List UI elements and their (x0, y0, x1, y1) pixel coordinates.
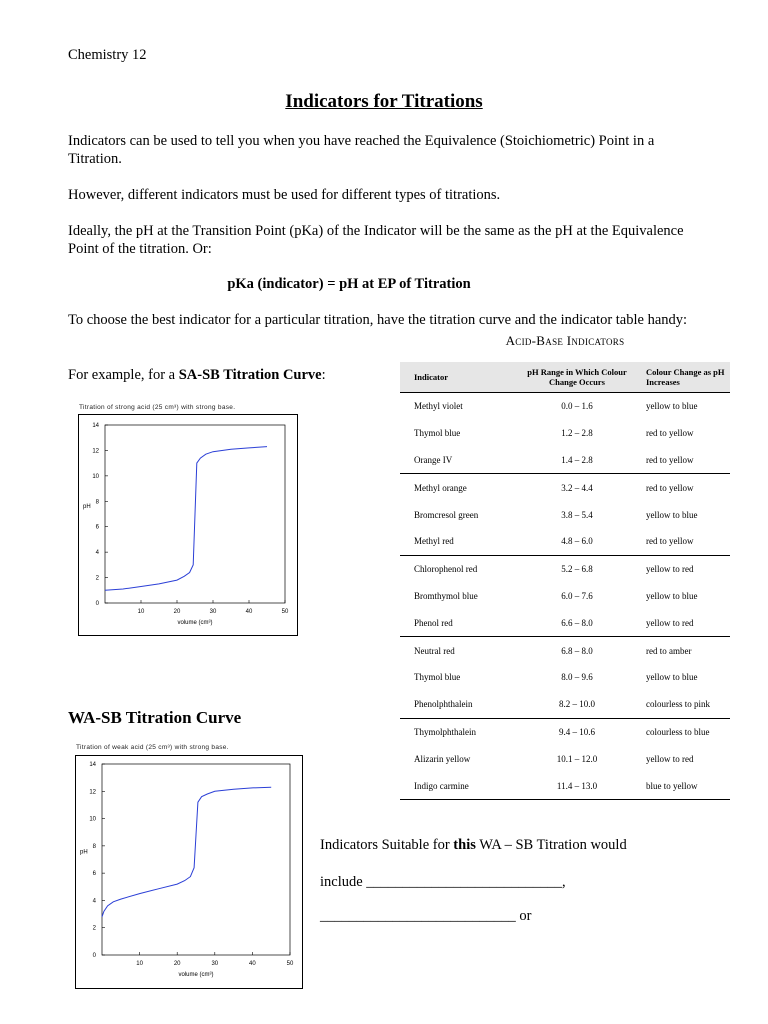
table-row (400, 528, 730, 555)
ph-range: 5.2 – 6.8 (518, 555, 636, 582)
ph-range: 10.1 – 12.0 (556, 753, 598, 764)
titration-curve (102, 787, 271, 917)
sa-sb-chart (78, 404, 298, 636)
x-axis-label: volume (cm³) (178, 972, 214, 978)
example-bold: SA-SB Titration Curve (178, 367, 322, 383)
y-axis-label: pH (80, 849, 88, 856)
x-tick-label: 40 (249, 961, 256, 967)
colour-change: yellow to blue (646, 401, 698, 412)
question-prefix: Indicators Suitable for (320, 837, 454, 853)
y-tick-label: 0 (92, 953, 96, 959)
intro-paragraph-1: Indicators can be used to tell you when you have reached the Equivalence (Stoichiometric) Point in a Titration. (68, 133, 655, 167)
colour-change: yellow to blue (646, 590, 698, 601)
table-row (400, 420, 730, 447)
indicator-name: Thymol blue (414, 672, 461, 683)
x-tick-label: 30 (211, 961, 219, 967)
chart-title: Titration of strong acid (25 cm³) with strong base. (79, 404, 236, 411)
colour-change: yellow to red (646, 617, 694, 628)
colour-change: yellow to blue (646, 509, 698, 520)
indicator-name: Methyl orange (400, 474, 518, 501)
intro-paragraph-2: However, different indicators must be used for different types of titrations. (68, 187, 501, 203)
x-tick-label: 10 (136, 961, 143, 967)
x-tick-label: 10 (137, 609, 145, 615)
ph-range: 3.2 – 4.4 (518, 474, 636, 501)
intro-paragraph-3: Ideally, the pH at the Transition Point (pKa) of the Indicator will be the same as the pH at the Equivalence Point of the titration. Or: (68, 223, 684, 257)
x-tick-label: 50 (286, 961, 294, 967)
ph-range: 1.4 – 2.8 (561, 454, 593, 465)
question-line-1 (320, 836, 627, 854)
chart-svg (79, 415, 297, 635)
titration-curve (105, 447, 267, 591)
y-tick-label: 0 (95, 601, 99, 607)
header-indicator: Indicator (400, 362, 518, 393)
course-name: Chemistry 12 (68, 47, 147, 63)
chart-title: Titration of weak acid (25 cm³) with strong base. (76, 744, 229, 751)
wa-sb-heading: WA-SB Titration Curve (68, 708, 242, 727)
indicator-name: Chlorophenol red (400, 555, 518, 582)
table-row (400, 393, 730, 420)
table-row (400, 691, 730, 718)
indicator-name: Bromcresol green (414, 509, 479, 520)
table-body (400, 393, 730, 800)
y-tick-label: 6 (95, 524, 99, 531)
ph-range: 3.8 – 5.4 (561, 509, 593, 520)
ph-range: 9.4 – 10.6 (518, 718, 636, 745)
indicator-name: Bromthymol blue (414, 590, 478, 601)
indicator-name: Indigo carmine (400, 772, 518, 799)
indicator-name: Orange IV (414, 454, 453, 465)
table-title: Acid-Base Indicators (505, 333, 625, 348)
ph-range: 11.4 – 13.0 (518, 772, 636, 799)
y-tick-label: 14 (89, 762, 96, 768)
x-axis-label: volume (cm³) (177, 620, 213, 626)
y-tick-label: 10 (92, 473, 99, 480)
page-title: Indicators for Titrations (285, 91, 483, 112)
indicator-name: Alizarin yellow (414, 753, 471, 764)
answer-blank-2: ___________________________ or (320, 908, 532, 924)
y-tick-label: 2 (95, 575, 99, 582)
colour-change: yellow to blue (646, 672, 698, 683)
indicator-name: Methyl violet (414, 401, 463, 412)
indicator-name: Thymolphthalein (400, 718, 518, 745)
indicator-table (400, 362, 730, 800)
ph-range: 6.8 – 8.0 (518, 637, 636, 664)
colour-change: red to amber (636, 637, 730, 664)
indicator-name: Methyl red (414, 536, 454, 547)
table-header-row (400, 362, 730, 393)
indicator-name: Phenol red (414, 617, 453, 628)
colour-change: yellow to red (636, 555, 730, 582)
question-suffix: WA – SB Titration would (475, 837, 627, 853)
colour-change: colourless to blue (636, 718, 730, 745)
indicator-name: Neutral red (400, 637, 518, 664)
table-row (400, 637, 730, 664)
table-row (400, 583, 730, 610)
table-row (400, 718, 730, 745)
x-tick-label: 20 (173, 609, 181, 615)
colour-change: red to yellow (646, 428, 694, 439)
example-line (68, 366, 326, 384)
table-row (400, 772, 730, 799)
table-row (400, 555, 730, 582)
colour-change: red to yellow (636, 474, 730, 501)
header-colour-change: Colour Change as pH Increases (636, 362, 730, 393)
colour-change: colourless to pink (646, 699, 710, 710)
y-axis-label: pH (83, 504, 91, 510)
y-tick-label: 12 (92, 448, 99, 455)
table-row (400, 664, 730, 691)
chart-svg (76, 756, 302, 988)
ph-range: 4.8 – 6.0 (561, 536, 593, 547)
plot-frame (102, 764, 290, 955)
y-tick-label: 10 (89, 816, 96, 823)
y-tick-label: 6 (92, 871, 96, 878)
x-tick-label: 50 (281, 609, 289, 615)
table-row (400, 447, 730, 474)
colour-change: blue to yellow (636, 772, 730, 799)
table-row (400, 501, 730, 528)
y-tick-label: 8 (92, 843, 96, 850)
table-row (400, 745, 730, 772)
header-ph-range: pH Range in Which Colour Change Occurs (518, 362, 636, 393)
colour-change: red to yellow (646, 536, 694, 547)
ph-range: 0.0 – 1.6 (561, 401, 593, 412)
y-tick-label: 4 (95, 550, 99, 557)
x-tick-label: 20 (173, 961, 181, 967)
pka-formula: pKa (indicator) = pH at EP of Titration (227, 276, 471, 292)
choose-paragraph: To choose the best indicator for a particular titration, have the titration curve and the indicator table handy: (68, 312, 688, 328)
colour-change: yellow to red (646, 753, 694, 764)
colour-change: red to yellow (646, 454, 694, 465)
ph-range: 8.0 – 9.6 (561, 672, 593, 683)
y-tick-label: 8 (95, 499, 99, 506)
wa-sb-chart (75, 744, 303, 989)
table-row (400, 609, 730, 636)
y-tick-label: 12 (89, 789, 96, 796)
ph-range: 8.2 – 10.0 (559, 699, 595, 710)
ph-range: 1.2 – 2.8 (561, 428, 593, 439)
example-suffix: : (321, 367, 326, 383)
y-tick-label: 4 (92, 898, 96, 905)
x-tick-label: 30 (209, 609, 217, 615)
y-tick-label: 2 (92, 925, 96, 932)
y-tick-label: 14 (92, 423, 99, 429)
answer-blank-1: include ___________________________, (320, 874, 566, 890)
question-bold: this (453, 837, 476, 853)
x-tick-label: 40 (245, 609, 253, 615)
indicator-name: Phenolphthalein (414, 699, 473, 710)
example-prefix: For example, for a (68, 367, 179, 383)
table-row (400, 474, 730, 501)
ph-range: 6.6 – 8.0 (561, 617, 593, 628)
ph-range: 6.0 – 7.6 (561, 590, 593, 601)
indicator-name: Thymol blue (414, 428, 461, 439)
